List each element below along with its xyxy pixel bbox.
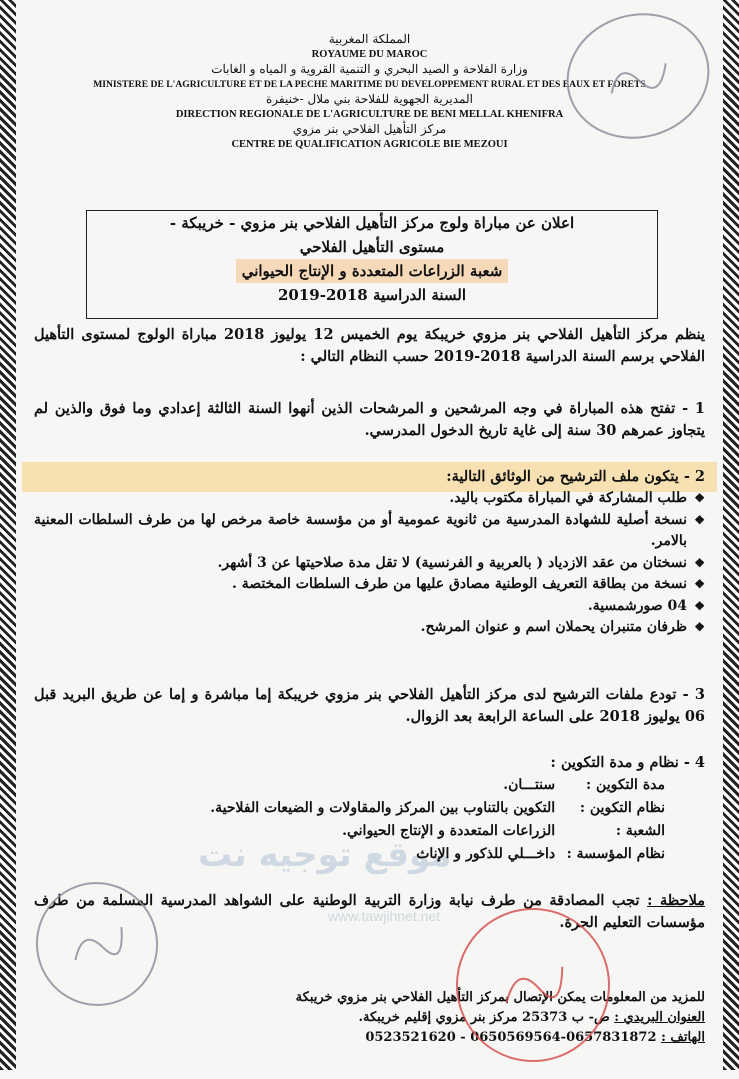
watermark-text: موقع توجيه نت — [198, 835, 452, 875]
section-1: 1 - تفتح هذه المباراة في وجه المرشحين و المرشحات الذين أنهوا السنة الثالثة إعدادي وما فوق والذين لم يتجاوز عمرهم 30 سنة إلى غاية تاريخ الدخول المدرسي. — [34, 400, 705, 439]
document-page — [28, 0, 711, 1070]
right-border — [723, 0, 739, 1070]
stamp-mark-icon — [62, 912, 133, 976]
list-item: ❖ 04 صورشمسية. — [34, 596, 687, 618]
announcement-title-box — [86, 210, 658, 319]
list-item: ❖ نسخة من بطاقة التعريف الوطنية مصادق عليها من طرف السلطات المختصة . — [34, 574, 687, 596]
list-item: ❖ طلب المشاركة في المباراة مكتوب باليد. — [34, 488, 687, 510]
section-2 — [34, 466, 705, 639]
title-line-3: شعبة الزراعات المتعددة و الإنتاج الحيواني — [236, 259, 509, 283]
left-border — [0, 0, 16, 1070]
center-fr: CENTRE DE QUALIFICATION AGRICOLE BIE MEZOUI — [231, 139, 508, 150]
section-3: 3 - تودع ملفات الترشيح لدى مركز التأهيل الفلاحي بنر مزوي خريبكة إما مباشرة و إما عن طريق البريد قبل 06 يوليوز 2018 على الساعة الرابعة بعد الزوال. — [34, 686, 705, 725]
title-line-2: مستوى التأهيل الفلاحي — [299, 238, 445, 256]
watermark-url: www.tawjihnet.net — [328, 908, 441, 924]
detail-row: الشعبة : الزراعات المتعددة و الإنتاج الحيواني. — [342, 823, 665, 839]
note-label: ملاحظة : — [647, 892, 705, 909]
kingdom-fr: ROYAUME DU MAROC — [311, 49, 428, 60]
contact-more-info: للمزيد من المعلومات يمكن الإتصال بمركز التأهيل الفلاحي بنر مزوي خريبكة — [295, 990, 705, 1005]
ministry-ar: وزارة الفلاحة و الصيد البحري و التنمية القروية و المياه و الغابات — [211, 62, 528, 76]
detail-row: نظام المؤسسة : داخـــلي للذكور و الإناث — [416, 846, 665, 862]
phone-label: الهاتف : — [661, 1030, 705, 1045]
kingdom-ar: المملكة المغربية — [328, 32, 411, 46]
ministry-fr: MINISTERE DE L'AGRICULTURE ET DE LA PECHE MARITIME DU DEVELOPPEMENT RURAL ET DES EAUX ET FORETS — [93, 79, 646, 90]
direction-ar: المديرية الجهوية للفلاحة بني ملال -خنيفرة — [266, 92, 473, 106]
section-4-heading: 4 - نظام و مدة التكوين : — [550, 754, 705, 771]
section-2-heading: 2 - يتكون ملف الترشيح من الوثائق التالية: — [446, 468, 705, 485]
training-details — [34, 774, 665, 866]
stamp-mark-icon — [491, 947, 574, 1023]
stamp-mark-icon — [598, 43, 679, 109]
note-text: تجب المصادقة من طرف نيابة وزارة التربية الوطنية على الشواهد المدرسية المسلمة من طرف مؤسسات التعليم الحرة. — [34, 892, 705, 931]
section-4 — [34, 752, 705, 866]
list-item: ❖ نسختان من عقد الازدياد ( بالعربية و الفرنسية) لا تقل مدة صلاحيتها عن 3 أشهر. — [34, 553, 687, 575]
detail-row: مدة التكوين : سنتـــان. — [503, 777, 665, 793]
detail-row: نظام التكوين : التكوين بالتناوب بين المركز والمقاولات و الضيعات الفلاحية. — [210, 800, 665, 816]
documents-list — [34, 488, 705, 639]
list-item: ❖ نسخة أصلية للشهادة المدرسية من ثانوية عمومية أو من مؤسسة خاصة مرخص لها من طرف السلطات المعنية بالامر. — [34, 510, 687, 553]
intro-paragraph: ينظم مركز التأهيل الفلاحي بنر مزوي خريبكة يوم الخميس 12 يوليوز 2018 مباراة الولوج لمستوى التأهيل الفلاحي برسم السنة الدراسية 2018-2019 حسب النظام التالي : — [34, 326, 706, 365]
title-line-4: السنة الدراسية 2018-2019 — [277, 286, 467, 304]
direction-fr: DIRECTION REGIONALE DE L'AGRICULTURE DE BENI MELLAL KHENIFRA — [175, 109, 564, 120]
address-value: ص- ب 25373 مركز بنر مزوي إقليم خريبكة. — [358, 1010, 610, 1025]
phone-value: 0523521620 - 0650569564-0657831872 — [365, 1030, 657, 1045]
list-item: ❖ ظرفان متنبران يحملان اسم و عنوان المرشح. — [34, 617, 687, 639]
address-label: العنوان البريدي : — [614, 1010, 705, 1025]
center-ar: مركز التأهيل الفلاحي بنر مزوي — [292, 122, 447, 136]
title-line-1: اعلان عن مباراة ولوج مركز التأهيل الفلاحي بنر مزوي - خريبكة - — [169, 214, 575, 232]
